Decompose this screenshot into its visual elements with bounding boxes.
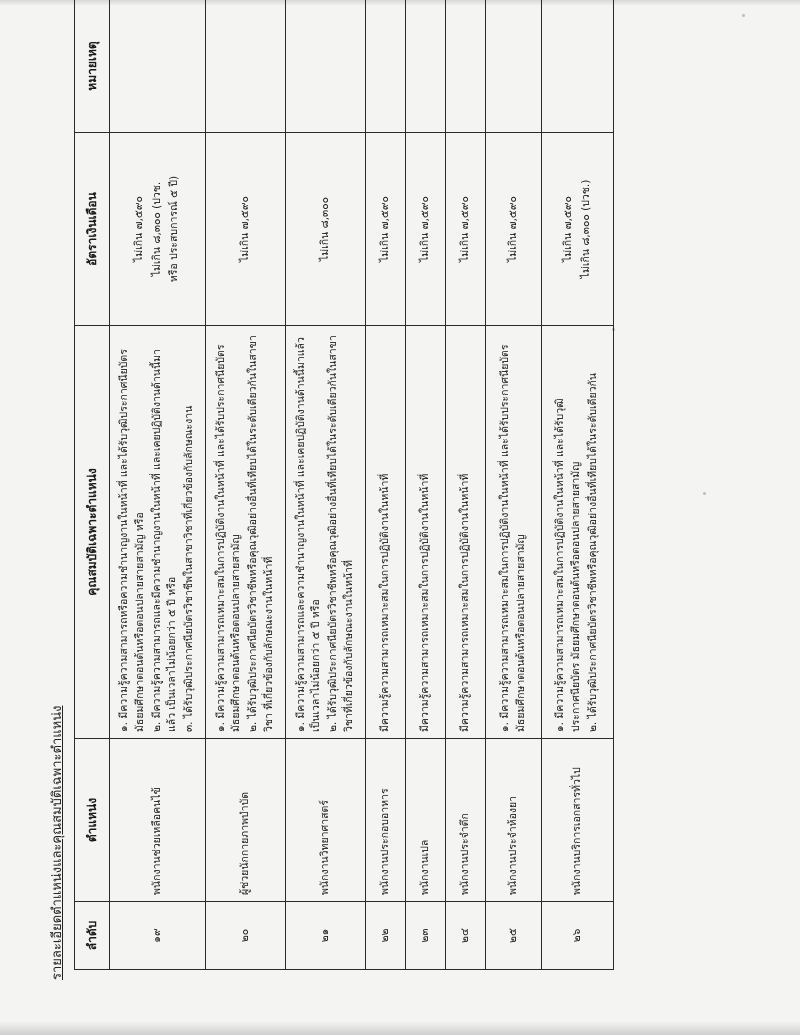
qualification-line: ๒. ได้รับวุฒิประกาศนียบัตรวิชาชีพหรือคุณวุฒิอย่างอื่นที่เทียบได้ในระดับเดียวกันในสาขาวิชาที่เกี่ยวข้องกับลักษณะงานในหน้าที่ (327, 335, 355, 732)
document-title: รายละเอียดตำแหน่งและคุณสมบัติเฉพาะตำแหน่ง (50, 705, 65, 980)
header-qualification: คุณสมบัติเฉพาะตำแหน่ง (75, 326, 110, 739)
row-qualifications (366, 326, 406, 739)
header-note: หมายเหตุ (75, 0, 110, 133)
table-row (110, 0, 206, 970)
table-row (542, 0, 614, 970)
row-note (486, 0, 542, 133)
salary-line: ไม่เกิน ๗,๕๙๐ (132, 196, 145, 262)
row-note (366, 0, 406, 133)
salary-line: ไม่เกิน ๗,๕๙๐ (561, 196, 574, 262)
qualification-line: ๑. มีความรู้ความสามารถและความชำนาญงานในหน้าที่ และเคยปฏิบัติงานด้านนี้มาแล้วเป็นเวลาไม่น้อยกว่า ๕ ปี หรือ (294, 337, 323, 732)
row-qualifications (286, 326, 366, 739)
table-row (406, 0, 446, 970)
salary-line: ไม่เกิน ๘,๓๐๐ (ปวช. (150, 181, 163, 277)
row-salary (406, 133, 446, 326)
row-note (110, 0, 206, 133)
row-number: ๑๙ (110, 902, 206, 970)
scan-speck (742, 14, 745, 17)
salary-line: ไม่เกิน ๗,๕๙๐ (418, 196, 431, 262)
qualification-line: ๒. มีความรู้ความสามารถและมีความชำนาญงานในหน้าที่ และเคยปฏิบัติงานด้านนี้มาแล้ว เป็นเวลาไม่น้อยกว่า ๕ ปี หรือ (150, 349, 179, 732)
row-position: พนักงานประจำตึก (446, 739, 486, 902)
table-row (286, 0, 366, 970)
header-no: ลำดับ (75, 902, 110, 970)
salary-line: ไม่เกิน ๗,๕๙๐ (378, 196, 391, 262)
scan-bottom-edge (0, 1021, 800, 1035)
table-row (366, 0, 406, 970)
row-number: ๒๕ (486, 902, 542, 970)
row-qualifications (406, 326, 446, 739)
row-position: พนักงานช่วยเหลือคนไข้ (110, 739, 206, 902)
qualification-line: ๑. มีความรู้ความสามารถเหมาะสมในการปฏิบัติงานในหน้าที่ และได้รับประกาศนียบัตร มัธยมศึกษาตอนต้นหรือตอนปลายสายสามัญ (498, 344, 527, 732)
table-header-row (75, 0, 110, 970)
row-number: ๒๓ (406, 902, 446, 970)
table-row (206, 0, 286, 970)
row-note (286, 0, 366, 133)
qualification-line: มีความรู้ความสามารถเหมาะสมในการปฏิบัติงานในหน้าที่ (418, 473, 431, 732)
row-position: พนักงานวิทยาศาสตร์ (286, 739, 366, 902)
row-qualifications (110, 326, 206, 739)
row-qualifications (542, 326, 614, 739)
row-number: ๒๔ (446, 902, 486, 970)
qualification-line: มีความรู้ความสามารถเหมาะสมในการปฏิบัติงานในหน้าที่ (458, 473, 471, 732)
row-salary (542, 133, 614, 326)
row-salary (486, 133, 542, 326)
qualification-line: ๑. มีความรู้ความสามารถหรือความชำนาญงานในหน้าที่ และได้รับวุฒิประกาศนียบัตร มัธยมศึกษาตอนต้นหรือตอนปลายสายสามัญ หรือ (118, 349, 146, 732)
salary-line: ไม่เกิน ๘,๓๐๐ (318, 196, 331, 262)
qualification-line: มีความรู้ความสามารถเหมาะสมในการปฏิบัติงานในหน้าที่ (378, 473, 391, 732)
row-qualifications (206, 326, 286, 739)
rotated-page (20, 40, 740, 1000)
position-table (74, 0, 614, 970)
row-position: พนักงานประกอบอาหาร (366, 739, 406, 902)
row-position: พนักงานบริการเอกสารทั่วไป (542, 739, 614, 902)
row-salary (206, 133, 286, 326)
row-salary (110, 133, 206, 326)
qualification-line: ๒. ได้รับวุฒิประกาศนียบัตรวิชาชีพหรือคุณวุฒิอย่างอื่นที่เทียบได้ในระดับเดียวกันในสาขาวิชา ที่เกี่ยวข้องกับลักษณะงานในหน้าที่ (247, 335, 275, 732)
qualification-line: ๑. มีความรู้ความสามารถเหมาะสมในการปฏิบัติงานในหน้าที่ และได้รับประกาศนียบัตร มัธยมศึกษาตอนต้นหรือตอนปลายสายสามัญ (214, 344, 243, 732)
row-position: พนักงานเปล (406, 739, 446, 902)
salary-line: ไม่เกิน ๘,๓๐๐ (ปวช.) (579, 179, 592, 279)
row-number: ๒๑ (286, 902, 366, 970)
row-qualifications (446, 326, 486, 739)
header-position: ตำแหน่ง (75, 739, 110, 902)
row-note (206, 0, 286, 133)
row-note (542, 0, 614, 133)
qualification-line: ๒. ได้รับวุฒิประกาศนียบัตรวิชาชีพหรือคุณวุฒิอย่างอื่นที่เทียบได้ในระดับเดียวกัน (586, 372, 599, 732)
salary-line: ไม่เกิน ๗,๕๙๐ (506, 196, 519, 262)
row-position: พนักงานประจำห้องยา (486, 739, 542, 902)
salary-line: หรือ ประสบการณ์ ๕ ปี) (168, 175, 181, 283)
table-body (110, 0, 614, 970)
salary-line: ไม่เกิน ๗,๕๙๐ (458, 196, 471, 262)
qualification-line: ๓. ได้รับวุฒิประกาศนียบัตรวิชาชีพในสาขาวิชาที่เกี่ยวข้องกับลักษณะงาน (183, 405, 196, 732)
row-salary (366, 133, 406, 326)
row-number: ๒๖ (542, 902, 614, 970)
table-row (486, 0, 542, 970)
row-number: ๒๐ (206, 902, 286, 970)
header-salary: อัตราเงินเดือน (75, 133, 110, 326)
table-row (446, 0, 486, 970)
row-salary (446, 133, 486, 326)
row-note (406, 0, 446, 133)
row-position: ผู้ช่วยนักกายภาพบำบัด (206, 739, 286, 902)
row-number: ๒๒ (366, 902, 406, 970)
row-note (446, 0, 486, 133)
row-salary (286, 133, 366, 326)
salary-line: ไม่เกิน ๗,๕๙๐ (238, 196, 251, 262)
row-qualifications (486, 326, 542, 739)
qualification-line: ๑. มีความรู้ความสามารถเหมาะสมในการปฏิบัติงานในหน้าที่ และได้รับวุฒิประกาศนียบัตร มัธยมศึกษาตอนต้นหรือตอนปลายสายสามัญ (554, 398, 583, 732)
